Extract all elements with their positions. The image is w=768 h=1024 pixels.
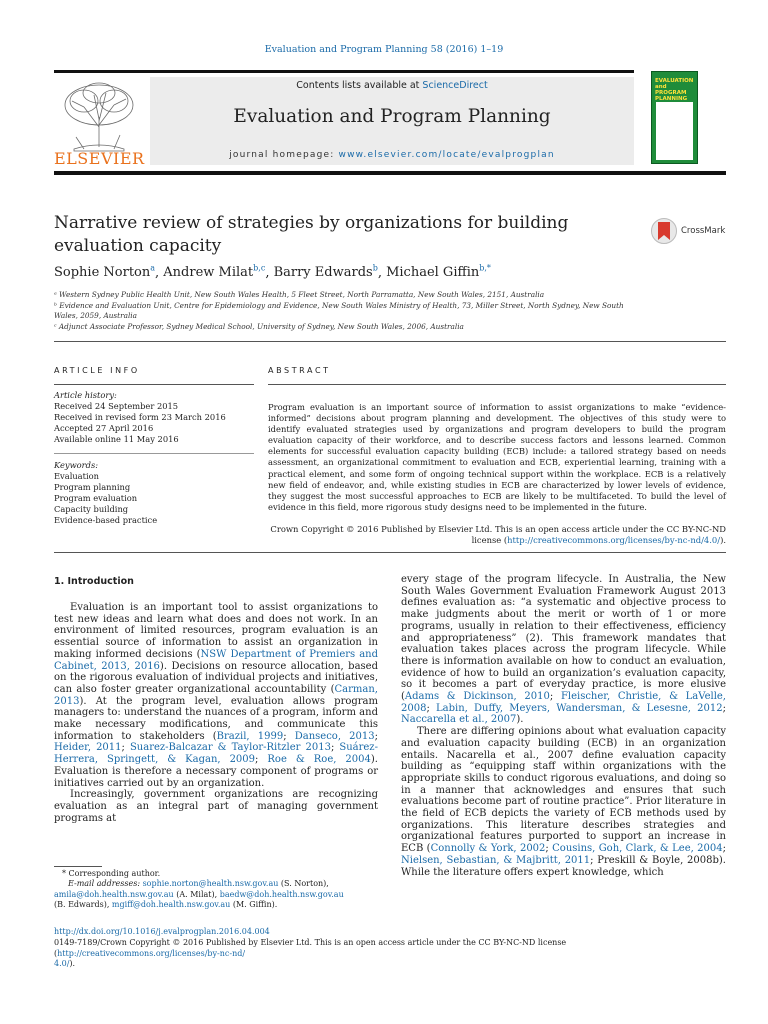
contents-line — [150, 80, 634, 91]
email-owner: (S. Norton), — [278, 879, 329, 889]
citation-link[interactable]: Labin, Duffy, Meyers, Wandersman, & Lesesne, 2012 — [436, 702, 723, 714]
author-separator: , — [155, 265, 164, 281]
abstract-copyright: Crown Copyright © 2016 Published by Elsevier Ltd. This is an open access article under the CC BY-NC-ND — [270, 524, 726, 534]
journal-homepage — [150, 150, 634, 160]
abstract-rule — [268, 384, 726, 385]
author-list — [54, 264, 491, 280]
affiliation-divider — [54, 341, 726, 342]
citation-link[interactable]: NSW Department of Premiers and Cabinet, 2013, 2016 — [54, 648, 378, 672]
homepage-link[interactable]: www.elsevier.com/locate/evalprogplan — [338, 150, 555, 160]
citation-link[interactable]: Connolly & York, 2002 — [430, 843, 546, 855]
email-link[interactable]: amila@doh.health.nsw.gov.au — [54, 889, 174, 899]
citation-link[interactable]: Adams & Dickinson, 2010 — [404, 691, 550, 703]
bottom-license-suffix: ). — [69, 959, 76, 968]
author-name[interactable]: Michael Giffin — [386, 265, 480, 281]
cover-white-panel — [656, 102, 693, 160]
keywords-label: Keywords: — [54, 460, 99, 470]
keyword: Evaluation — [54, 471, 99, 481]
license-link[interactable]: http://creativecommons.org/licenses/by-nc-nd/4.0/ — [507, 535, 721, 545]
doi-link[interactable]: http://dx.doi.org/10.1016/j.evalprogplan.2016.04.004 — [54, 927, 270, 936]
crossmark-label[interactable]: CrossMark — [681, 226, 726, 236]
contents-prefix: Contents lists available at — [296, 80, 423, 91]
keyword: Capacity building — [54, 504, 129, 514]
masthead-bottom-rule — [54, 171, 726, 175]
abstract-text: Program evaluation is an important source of information to assist organizations to make “evidence-informed” decisions about program planning and development. The objectives of this study were to identify evaluated strategies used by organizations and program developers to build the program evaluation capacity of their workforce, and to describe success factors and lessons learned. Common elements for successful evaluation capacity building (ECB) include: a tailored strategy based on needs assessment, an organizational commitment to evaluation and ECB, experiential learning, training with a practical element, and some form of ongoing technical support within the workplace. ECB is a relatively new field of endeavor, and, while existing studies in ECB are characterized by lower levels of evidence, they suggest the most successful approaches to ECB are likely to be multifaceted. To build the level of evidence in this field, more rigorous study designs need to be implemented in the future. — [268, 402, 726, 512]
citation-link[interactable]: Carman, 2013 — [54, 683, 378, 707]
author-affil-marker[interactable]: b,* — [479, 264, 491, 273]
journal-citation[interactable]: Evaluation and Program Planning 58 (2016) 1–19 — [264, 44, 504, 55]
paragraph: Increasingly, government organizations are recognizing evaluation as an integral part of managing government programs at — [54, 789, 378, 824]
citation-link[interactable]: Danseco, 2013 — [294, 730, 375, 742]
author[interactable] — [386, 265, 491, 280]
footnote — [54, 869, 384, 910]
keyword: Program planning — [54, 482, 131, 492]
email-owner: (A. Milat), — [173, 889, 220, 899]
bottom-license-link-cont[interactable]: 4.0/ — [54, 959, 70, 968]
author-separator: , — [377, 265, 387, 281]
footnote-rule — [54, 866, 102, 867]
author-affil-marker[interactable]: b — [372, 264, 378, 273]
homepage-prefix: journal homepage: — [229, 150, 339, 160]
bottom-license-link[interactable]: http://creativecommons.org/licenses/by-nc-nd/ — [57, 948, 246, 958]
section-heading: 1. Introduction — [54, 576, 134, 587]
license-prefix: license ( — [471, 535, 508, 545]
email-link[interactable]: baedw@doh.health.nsw.gov.au — [219, 889, 344, 899]
elsevier-wordmark[interactable]: ELSEVIER — [54, 149, 145, 168]
affiliation-c: ᶜ Adjunct Associate Professor, Sydney Medical School, University of Sydney, New South Wales, 2006, Australia — [54, 322, 464, 331]
email-link[interactable]: mgiff@doh.health.nsw.gov.au — [111, 899, 231, 909]
article-title: Narrative review of strategies by organizations for building evaluation capacity — [54, 213, 569, 256]
abstract-heading: ABSTRACT — [268, 366, 331, 375]
masthead-rule — [54, 70, 634, 73]
author[interactable] — [163, 265, 265, 280]
paragraph: every stage of the program lifecycle. In Australia, the New South Wales Government Evaluation Framework August 2013 defines evaluation as: “a systematic and objective process to make judgments about the merit or worth of 1 or more programs, usually in relation to their effectiveness, efficiency and appropriateness” (2). This framework mandates that evaluation takes places across the program lifecycle. While there is information available on how to conduct an evaluation, evidence of how to build an organization’s evaluation capacity, so it becomes a part of everyday practice, is more elusive (Adams & Dickinson, 2010; Fleischer, Christie, & LaVelle, 2008; Labin, Duffy, Meyers, Wandersman, & Lesesne, 2012; Naccarella et al., 2007). — [401, 574, 726, 726]
history-item: Available online 11 May 2016 — [54, 434, 179, 444]
journal-cover-image[interactable] — [651, 71, 698, 164]
abstract-bottom-rule — [54, 552, 726, 553]
article-history — [54, 390, 254, 445]
citation-link[interactable]: Suárez-Herrera, Springett, & Kagan, 2009 — [54, 742, 378, 766]
author-name[interactable]: Sophie Norton — [54, 265, 151, 281]
affiliation-a: ᵃ Western Sydney Public Health Unit, New South Wales Health, 5 Fleet Street, North Parramatta, New South Wales, 2151, Australia — [54, 290, 545, 299]
paragraph: There are differing opinions about what evaluation capacity and evaluation capacity building (ECB) in an organization entails. Nacarella et al., 2007 define evaluation capacity building as “equipping staff within organizations with the appropriate skills to conduct rigorous evaluations, and doing so in a manner that acknowledges and ensures that such evaluations become part of routine practice”. Prior literature in the field of ECB depicts the variety of ECB methods used by organizations. This literature describes strategies and organizational features purported to support an increase in ECB (Connolly & York, 2002; Cousins, Goh, Clark, & Lee, 2004; Nielsen, Sebastian, & Majbritt, 2011; Preskill & Boyle, 2008b). While the literature offers expert knowledge, which — [401, 726, 726, 878]
keywords — [54, 460, 254, 526]
corresponding-author: * Corresponding author. — [62, 869, 161, 878]
keyword: Program evaluation — [54, 493, 138, 503]
email-owner: (M. Giffin). — [230, 899, 278, 909]
sciencedirect-link[interactable]: ScienceDirect — [422, 80, 488, 91]
author-affil-marker[interactable]: a — [150, 264, 156, 273]
history-item: Accepted 27 April 2016 — [54, 423, 154, 433]
author[interactable] — [274, 265, 378, 280]
bottom-license-text: 0149-7189/Crown Copyright © 2016 Published by Elsevier Ltd. This is an open access article under the CC BY-NC-ND license ( — [54, 938, 567, 958]
email-owner: (B. Edwards), — [54, 899, 112, 909]
keywords-rule — [54, 453, 254, 454]
affiliation-b: ᵇ Evidence and Evaluation Unit, Centre for Epidemiology and Evidence, New South Wales Ministry of Health, 73, Miller Street, North Sydney, New South Wales, 2059, Australia — [54, 301, 624, 320]
citation-link[interactable]: Suarez-Balcazar & Taylor-Ritzler 2013 — [129, 742, 331, 754]
article-info-rule — [54, 384, 254, 385]
citation-link[interactable]: Naccarella et al., 2007 — [401, 714, 517, 726]
citation-link[interactable]: Fleischer, Christie, & LaVelle, 2008 — [401, 691, 726, 714]
citation-link[interactable]: Cousins, Goh, Clark, & Lee, 2004 — [552, 843, 723, 855]
email-line — [54, 879, 384, 889]
history-item: Received 24 September 2015 — [54, 401, 179, 411]
crossmark-icon[interactable] — [650, 216, 678, 246]
journal-title: Evaluation and Program Planning — [233, 106, 551, 127]
citation-link[interactable]: Brazil, 1999 — [216, 730, 284, 742]
history-label: Article history: — [54, 390, 117, 400]
author-name[interactable]: Barry Edwards — [273, 265, 373, 281]
doi-line — [54, 927, 726, 938]
body-column-right — [401, 574, 726, 878]
history-item: Received in revised form 23 March 2016 — [54, 412, 226, 422]
body-column-left — [54, 602, 378, 824]
keyword: Evidence-based practice — [54, 515, 158, 525]
author-separator: , — [265, 265, 274, 281]
email-line — [54, 900, 384, 910]
paragraph: Evaluation is an important tool to assist organizations to test new ideas and learn what does and does not work. In an environment of limited resources, program evaluation is an essential source of information to assist an organization in making informed decisions (NSW Department of Premiers and Cabinet, 2013, 2016). Decisions on resource allocation, based on the rigorous evaluation of individual projects and initiatives, can also foster greater organizational accountability (Carman, 2013). At the program level, evaluation allows program managers to: understand the nuances of a program, inform and make necessary modifications, and communicate this information to stakeholders (Brazil, 1999; Danseco, 2013; Heider, 2011; Suarez-Balcazar & Taylor-Ritzler 2013; Suárez-Herrera, Springett, & Kagan, 2009; Roe & Roe, 2004). Evaluation is therefore a necessary component of programs or initiatives carried out by an organization. — [54, 602, 379, 789]
citation-link[interactable]: Roe & Roe, 2004 — [267, 754, 371, 766]
email-label: E-mail addresses: — [68, 879, 143, 889]
license-suffix: ). — [720, 535, 726, 545]
author-affil-marker[interactable]: b,c — [253, 264, 266, 273]
article-info-heading: ARTICLE INFO — [54, 366, 140, 375]
citation-link[interactable]: Nielsen, Sebastian, & Majbritt, 2011 — [401, 854, 591, 866]
author[interactable] — [54, 265, 155, 280]
citation-link[interactable]: Heider, 2011 — [54, 742, 122, 754]
bottom-license-line — [54, 938, 726, 970]
author-name[interactable]: Andrew Milat — [163, 265, 254, 281]
email-link[interactable]: sophie.norton@health.nsw.gov.au — [142, 879, 279, 889]
abstract-license — [268, 535, 726, 546]
email-line — [54, 890, 384, 900]
cover-title: EVALUATION and PROGRAM PLANNING — [655, 78, 694, 102]
